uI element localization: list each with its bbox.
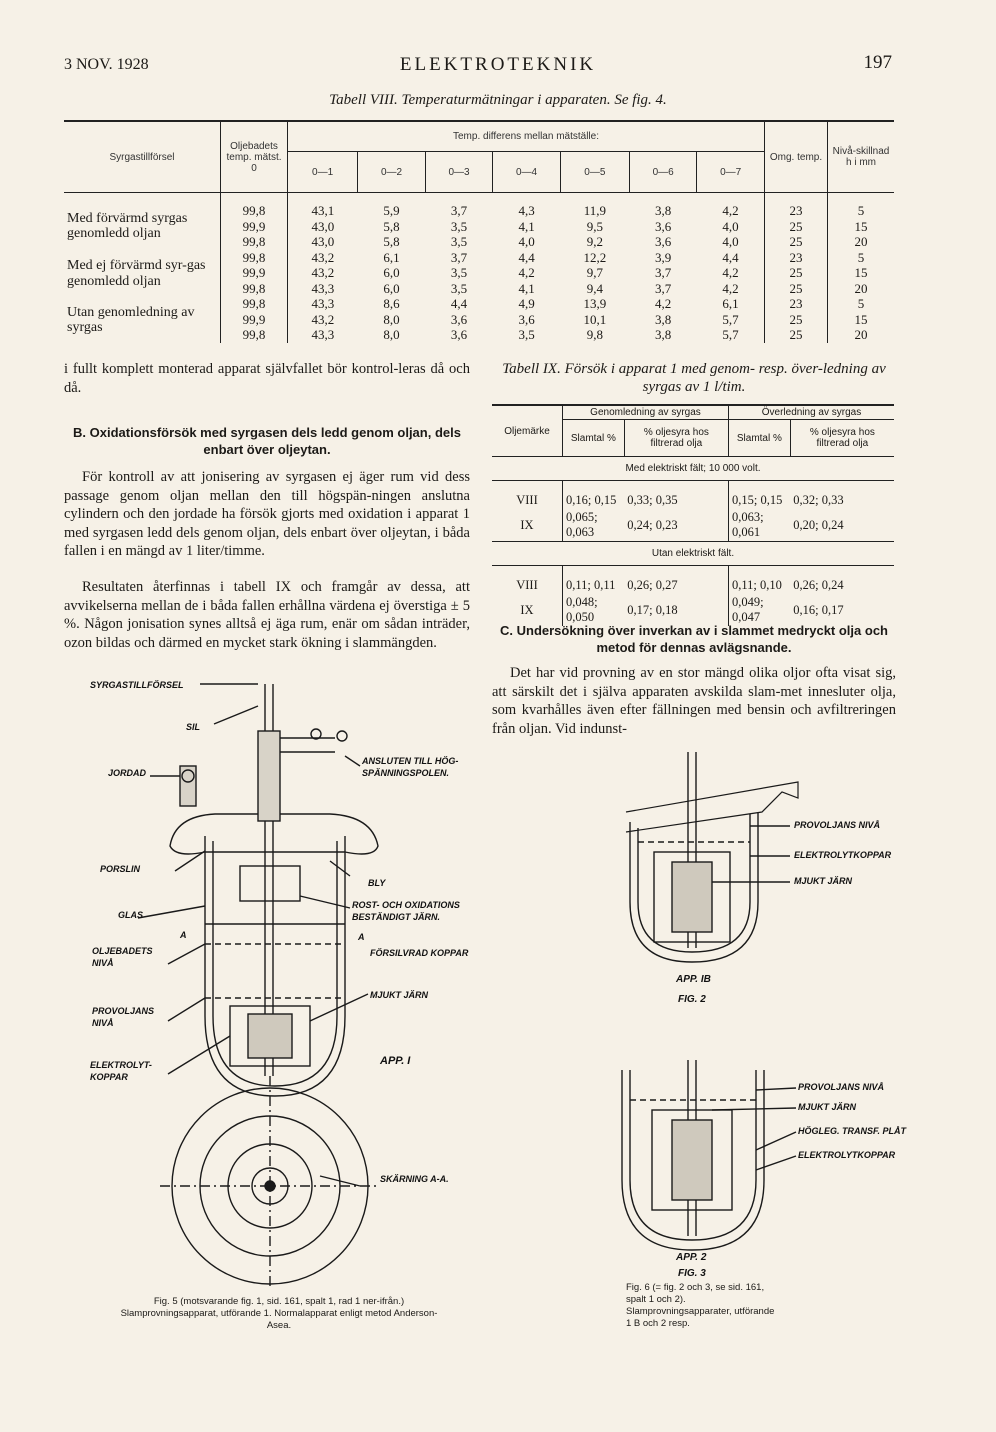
table8-cell: 43,2 xyxy=(311,265,335,280)
table8-cell: 23 xyxy=(765,296,828,312)
fig5-label-app1: APP. I xyxy=(380,1055,411,1067)
table8-cell: 5,8 xyxy=(383,218,400,234)
table8-cell: 20 xyxy=(854,280,868,296)
table8-cell: 6,0 xyxy=(383,265,400,280)
table8-cell: 3,6 xyxy=(450,327,468,342)
table8-cell: 25 xyxy=(765,281,828,297)
table8-cell: 4,0 xyxy=(697,234,765,250)
table8-cell: 11,9 xyxy=(583,203,606,218)
table9-cell: 0,20; 0,24 xyxy=(793,517,844,532)
table9-caption: Tabell IX. Försök i apparat 1 med genom- resp. över-ledning av syrgas av 1 l/tim. xyxy=(502,361,886,395)
table8-cell: 3,9 xyxy=(655,249,672,265)
table8-col-head: 0—6 xyxy=(629,152,697,193)
table9-cell: 0,065; 0,063 xyxy=(563,509,625,542)
table8-cell: 4,3 xyxy=(518,203,535,218)
table8-cell: 99,8 xyxy=(221,234,288,250)
table8-cell: 99,8 xyxy=(221,327,288,343)
journal-title: ELEKTROTEKNIK xyxy=(399,54,597,75)
table8-cell: 3,6 xyxy=(450,311,468,327)
table8-cell: 5 xyxy=(857,203,865,218)
table8-cell: 5,7 xyxy=(697,327,765,343)
table8-cell: 43,1 xyxy=(311,203,335,218)
table8-caption: Tabell VIII. Temperaturmätningar i apparaten. Se fig. 4. xyxy=(329,92,667,108)
table8-cell: 6,1 xyxy=(697,296,765,312)
fig5-caption: Fig. 5 (motsvarande fig. 1, sid. 161, spalt 1, rad 1 ner-ifrån.) Slamprovningsapparat, utförande 1. Normalapparat enligt metod Anderson-Asea. xyxy=(120,1296,438,1331)
table8-cell: 99,8 xyxy=(221,281,288,297)
table8-cell: 3,7 xyxy=(655,280,672,296)
table8-cell: 3,6 xyxy=(655,234,672,249)
table8-cell: 99,8 xyxy=(221,193,288,219)
table8-cell: 99,8 xyxy=(221,250,288,266)
table8-cell: 4,0 xyxy=(697,219,765,235)
fig5-label-mjukt: MJUKT JÄRN xyxy=(370,990,429,1000)
table9-h-over: Överledning av syrgas xyxy=(728,405,894,420)
table9-cell: 0,048; 0,050 xyxy=(563,594,625,626)
fig5-label-porslin: PORSLIN xyxy=(100,864,141,874)
left-paragraph-1: i fullt komplett monterad apparat självfallet bör kontrol-leras då och då. xyxy=(64,361,470,396)
table8-cell: 3,6 xyxy=(655,218,672,234)
table8-cell: 3,5 xyxy=(450,218,468,234)
table8-cell: 99,9 xyxy=(221,312,288,328)
table9-cell: 0,063; 0,061 xyxy=(728,509,790,542)
table8-cell: 4,2 xyxy=(697,265,765,281)
table9-cell: 0,26; 0,24 xyxy=(793,578,844,592)
fig5-label-elek-2: KOPPAR xyxy=(90,1072,128,1082)
table9-cell: IX xyxy=(492,594,563,626)
table8-cell: 3,5 xyxy=(518,327,535,342)
table8-cell: 3,8 xyxy=(655,203,672,218)
left-paragraph-2: För kontroll av att jonisering av syrgasen ej äger rum vid dess passage genom oljan mellan den till högspän-ningen anslutna cylindern och den jordade ha försök gjorts med oxidation i apparat 1 med syrgasen ledd dels genom oljan, dels enbart över oljeytan, i båda fallen i en mängd av 1 liter/timme. xyxy=(64,469,470,559)
table8-cell: 15 xyxy=(854,311,868,327)
table8-col-head: 0—7 xyxy=(697,152,765,193)
table8-cell: 25 xyxy=(765,234,828,250)
table9-h-acid-2: % oljesyra hos filtrerad olja xyxy=(790,420,894,457)
table8-col-head: 0—1 xyxy=(288,152,358,193)
table8-cell: 4,1 xyxy=(518,218,535,234)
table8-cell: 15 xyxy=(854,218,868,234)
left-paragraph-3: Resultaten återfinnas i tabell IX och framgår av dessa, att avvikelserna mellan de i båda fallen erhållna värdena ej överstiga ± 5 %. Någon jonisation synes alltså ej äga rum, enär om sådan inträder, ozon bildas och därmed en mycket stark ökning i slammängden. xyxy=(64,579,470,651)
fig5-label-sil: SIL xyxy=(186,722,201,732)
table8-col-head: 0—2 xyxy=(358,152,426,193)
table9-h-mark: Oljemärke xyxy=(492,405,563,457)
table8-cell: 3,7 xyxy=(450,203,468,218)
fig3-label-elek: ELEKTROLYTKOPPAR xyxy=(798,1150,896,1160)
table9-row xyxy=(492,566,894,595)
table9-cell: 0,24; 0,23 xyxy=(624,509,728,542)
table9-cell: VIII xyxy=(492,481,563,510)
table9-cell: 0,15; 0,15 xyxy=(728,481,790,510)
table8-cell: 43,0 xyxy=(311,218,335,234)
fig5-label-a1: A xyxy=(180,930,187,940)
table8-cell: 43,0 xyxy=(311,234,335,249)
table8-cell: 8,0 xyxy=(383,327,400,342)
table8-row xyxy=(64,250,894,266)
fig5-label-olje-1: OLJEBADETS xyxy=(92,946,153,956)
table8-cell: 25 xyxy=(765,312,828,328)
fig5-label-rost-1: ROST- OCH OXIDATIONS xyxy=(352,900,460,910)
section-b-heading: B. Oxidationsförsök med syrgasen dels ledd genom oljan, dels enbart över oljeytan. xyxy=(73,425,461,457)
fig3-label-fig: FIG. 3 xyxy=(678,1268,706,1279)
fig3-drawing xyxy=(612,1060,928,1280)
table8-cell: 25 xyxy=(765,219,828,235)
fig5-label-olje-2: NIVÅ xyxy=(92,958,114,968)
table8-cell: 5 xyxy=(857,249,865,265)
fig3-label-app: APP. 2 xyxy=(676,1252,707,1263)
fig5-label-elek-1: ELEKTROLYT- xyxy=(90,1060,152,1070)
fig2-drawing xyxy=(622,752,922,1014)
table8-cell: 3,5 xyxy=(450,280,468,296)
table9-cell: 0,11; 0,11 xyxy=(563,566,625,595)
table8-cell: 3,5 xyxy=(450,234,468,249)
table8-h-level: Nivå-skillnad h i mm xyxy=(828,121,895,193)
table8-cell: 4,4 xyxy=(450,296,468,311)
table8-cell: 3,7 xyxy=(450,249,468,265)
fig2-label-elek: ELEKTROLYTKOPPAR xyxy=(794,850,892,860)
page-number: 197 xyxy=(863,52,892,73)
table8-cell: 99,9 xyxy=(221,265,288,281)
fig5-label-anslut-2: SPÄNNINGSPOLEN. xyxy=(362,768,450,778)
table8-cell: 3,7 xyxy=(655,265,672,280)
table9-h-through: Genomledning av syrgas xyxy=(563,405,729,420)
table8-cell: 4,0 xyxy=(518,234,535,249)
fig5-drawing xyxy=(80,676,490,1291)
table8-cell: 4,9 xyxy=(518,296,535,311)
table9-cell: 0,16; 0,15 xyxy=(563,481,625,510)
table9-h-sludge-2: Slamtal % xyxy=(728,420,790,457)
table8-h-oil: Oljebadets temp. mätst. 0 xyxy=(221,121,288,193)
table8-cell: 4,1 xyxy=(518,280,535,296)
table8-cell: 6,0 xyxy=(383,280,400,296)
fig2-label-mjukt: MJUKT JÄRN xyxy=(794,876,853,886)
table8-group-label: Med ej förvärmd syr-gas genomledd oljan xyxy=(64,250,221,297)
table9-cell: 0,26; 0,27 xyxy=(624,566,728,595)
table8-h-diff: Temp. differens mellan mätställe: xyxy=(288,121,765,152)
table8-col-head: 0—5 xyxy=(560,152,629,193)
table8-cell: 8,0 xyxy=(383,311,400,327)
table9-cell: 0,32; 0,33 xyxy=(793,493,844,507)
table8-cell: 43,3 xyxy=(311,296,335,311)
table8-cell: 5,8 xyxy=(383,234,400,249)
fig5-label-skarning: SKÄRNING A-A. xyxy=(380,1174,449,1184)
table8-cell: 5 xyxy=(857,296,865,311)
table8-cell: 9,7 xyxy=(586,265,603,280)
table8-group-label: Utan genomledning av syrgas xyxy=(64,296,221,343)
fig2-label-app: APP. IB xyxy=(676,974,711,985)
table8-cell: 99,9 xyxy=(221,219,288,235)
table8-row xyxy=(64,296,894,312)
table9-row xyxy=(492,509,894,542)
table8-cell: 15 xyxy=(854,265,868,280)
table8-cell: 43,3 xyxy=(311,327,335,342)
table8-cell: 4,4 xyxy=(697,250,765,266)
fig5-label-bly: BLY xyxy=(368,878,386,888)
table9-h-sludge-1: Slamtal % xyxy=(563,420,625,457)
table8-h-amb: Omg. temp. xyxy=(765,121,828,193)
table8-cell: 9,8 xyxy=(586,327,603,342)
table8-cell: 9,5 xyxy=(586,218,603,234)
fig3-label-mjukt: MJUKT JÄRN xyxy=(798,1102,857,1112)
table9-h-acid-1: % oljesyra hos filtrerad olja xyxy=(624,420,728,457)
table8-col-head: 0—3 xyxy=(425,152,493,193)
table8-cell: 43,2 xyxy=(311,249,335,265)
fig2-label-provo: PROVOLJANS NIVÅ xyxy=(794,820,881,830)
table8-cell: 3,8 xyxy=(655,311,672,327)
table9-cell: 0,049; 0,047 xyxy=(728,594,790,626)
table9-row xyxy=(492,481,894,510)
table8-cell: 4,4 xyxy=(518,249,535,265)
fig5-label-a2: A xyxy=(358,932,365,942)
table9-sub1: Med elektriskt fält; 10 000 volt. xyxy=(492,457,894,481)
table8-cell: 13,9 xyxy=(583,296,607,311)
fig3-label-hog: HÖGLEG. TRANSF. PLÅT xyxy=(798,1126,906,1136)
table9-cell: 0,11; 0,10 xyxy=(728,566,790,595)
table8-cell: 3,8 xyxy=(655,327,672,342)
table8-cell: 5,9 xyxy=(383,203,400,218)
fig5-label-forsilv: FÖRSILVRAD KOPPAR xyxy=(370,948,469,958)
table8-cell: 6,1 xyxy=(383,249,400,265)
right-paragraph-1: Det har vid provning av en stor mängd olika oljor ofta visat sig, att särskilt det i själva apparaten avskilda slam-met innesluter olja, som kvarhålles även efter fällningen med bensin och avfiltreringen från oljan. Vid indunst- xyxy=(492,665,896,737)
table9-cell: 0,17; 0,18 xyxy=(624,594,728,626)
fig5-label-anslut-1: ANSLUTEN TILL HÖG- xyxy=(362,756,459,766)
table8-cell: 43,2 xyxy=(311,311,335,327)
table8-cell: 9,4 xyxy=(586,280,603,296)
table8-cell: 23 xyxy=(765,193,828,219)
section-c-heading: C. Undersökning över inverkan av i slammet medryckt olja och metod för dennas avlägsnande. xyxy=(500,623,888,655)
table8-cell: 20 xyxy=(854,234,868,249)
table9-cell: IX xyxy=(492,509,563,542)
table8-cell: 3,5 xyxy=(450,265,468,280)
fig5-label-rost-2: BESTÄNDIGT JÄRN. xyxy=(352,912,441,922)
table8-col-head: 0—4 xyxy=(493,152,561,193)
table8-group-label: Med förvärmd syrgas genomledd oljan xyxy=(64,193,221,250)
table8-cell: 12,2 xyxy=(583,249,607,265)
table9-cell: 0,16; 0,17 xyxy=(793,602,844,617)
table8-cell: 5,7 xyxy=(697,312,765,328)
fig6-caption: Fig. 6 (= fig. 2 och 3, se sid. 161, spalt 1 och 2). Slamprovningsapparater, utförande 1 B och 2 resp. xyxy=(626,1282,775,1329)
table8-cell: 20 xyxy=(854,327,868,342)
table9-sub2: Utan elektriskt fält. xyxy=(492,542,894,566)
table8-cell: 25 xyxy=(765,265,828,281)
table8-cell: 99,8 xyxy=(221,296,288,312)
table8-cell: 4,2 xyxy=(697,281,765,297)
table8-cell: 9,2 xyxy=(586,234,603,249)
table8-cell: 4,2 xyxy=(518,265,535,280)
fig5-label-provo-2: NIVÅ xyxy=(92,1018,114,1028)
table9-cell: VIII xyxy=(492,566,563,595)
table8-cell: 4,2 xyxy=(655,296,672,311)
fig5-label-glas: GLAS xyxy=(118,910,144,920)
table8-cell: 8,6 xyxy=(383,296,400,311)
header-date: 3 NOV. 1928 xyxy=(64,56,149,73)
table8-cell: 23 xyxy=(765,250,828,266)
fig5-label-syrgas: SYRGASTILLFÖRSEL xyxy=(90,680,184,690)
fig2-label-fig: FIG. 2 xyxy=(678,994,706,1005)
fig5-label-provo-1: PROVOLJANS xyxy=(92,1006,155,1016)
table8-row xyxy=(64,193,894,219)
table8-cell: 43,3 xyxy=(311,280,335,296)
table8 xyxy=(64,120,894,343)
table8-cell: 4,2 xyxy=(697,193,765,219)
table8-h-supply: Syrgastillförsel xyxy=(64,121,221,193)
table9 xyxy=(492,404,894,626)
table9-cell: 0,33; 0,35 xyxy=(624,481,728,510)
table8-cell: 3,6 xyxy=(518,311,535,327)
table8-cell: 25 xyxy=(765,327,828,343)
fig3-label-provo: PROVOLJANS NIVÅ xyxy=(798,1082,885,1092)
table8-cell: 10,1 xyxy=(583,311,607,327)
fig5-label-jordad: JORDAD xyxy=(108,768,147,778)
